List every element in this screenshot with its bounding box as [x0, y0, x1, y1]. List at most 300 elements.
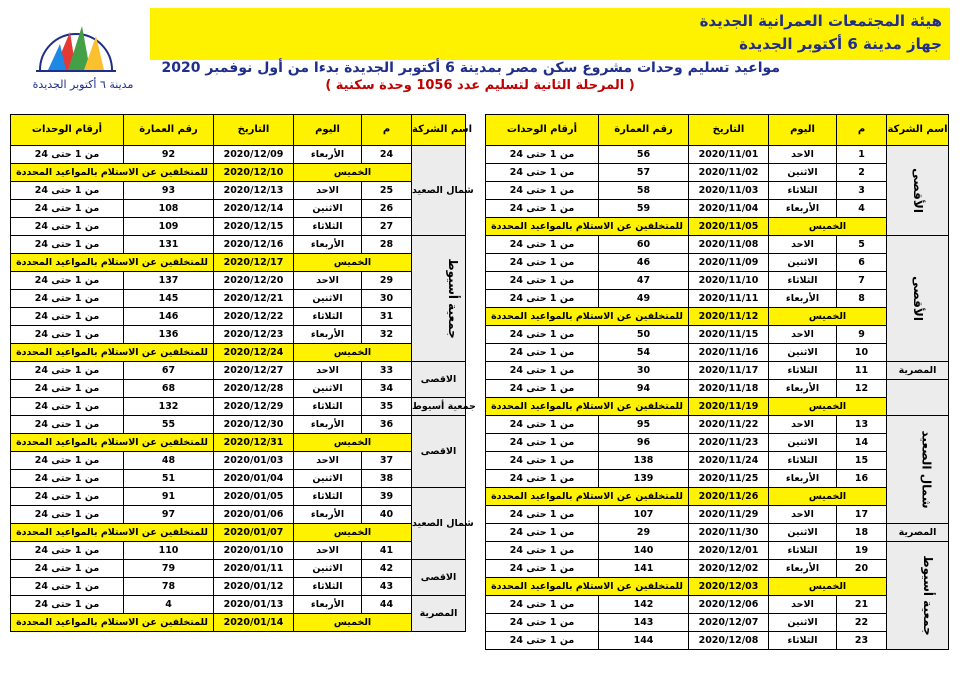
day-cell: الأربعاء [769, 380, 837, 398]
units-cell: من 1 حتى 24 [11, 488, 124, 506]
day-cell: الثلاثاء [294, 218, 362, 236]
schedule-table-right [485, 114, 949, 650]
row-number: 40 [362, 506, 412, 524]
units-cell: من 1 حتى 24 [486, 146, 599, 164]
company-cell [887, 542, 949, 650]
date-cell: 2020/11/25 [689, 470, 769, 488]
day-cell: الثلاثاء [294, 398, 362, 416]
date-cell: 2020/12/13 [214, 182, 294, 200]
units-cell: من 1 حتى 24 [11, 362, 124, 380]
building-cell: 138 [599, 452, 689, 470]
building-cell: 56 [599, 146, 689, 164]
units-cell: من 1 حتى 24 [11, 218, 124, 236]
date-cell: 2020/12/22 [214, 308, 294, 326]
day-cell: الثلاثاء [769, 542, 837, 560]
date-cell: 2020/01/04 [214, 470, 294, 488]
building-cell: 60 [599, 236, 689, 254]
units-cell: من 1 حتى 24 [486, 632, 599, 650]
thursday-row [11, 164, 466, 182]
col-date: التاريخ [214, 115, 294, 146]
table-row [486, 470, 949, 488]
date-cell: 2020/01/11 [214, 560, 294, 578]
row-number: 2 [837, 164, 887, 182]
day-cell: الاثنين [294, 470, 362, 488]
company-name: شمال الصعيد [412, 518, 474, 529]
table-row [486, 434, 949, 452]
building-cell: 78 [124, 578, 214, 596]
table-row [11, 416, 466, 434]
table-row [486, 632, 949, 650]
building-cell: 136 [124, 326, 214, 344]
units-cell: من 1 حتى 24 [486, 236, 599, 254]
thursday-row [486, 488, 949, 506]
day-cell: الاثنين [769, 164, 837, 182]
building-cell: 46 [599, 254, 689, 272]
table-row [11, 200, 466, 218]
makeup-note: للمتخلفين عن الاستلام بالمواعيد المحددة [11, 524, 214, 542]
date-cell: 2020/12/23 [214, 326, 294, 344]
row-number: 21 [837, 596, 887, 614]
company-name: الأقصى [911, 275, 925, 321]
table-row [11, 398, 466, 416]
thursday-row [11, 254, 466, 272]
date-cell: 2020/01/03 [214, 452, 294, 470]
thursday-row [486, 308, 949, 326]
units-cell: من 1 حتى 24 [486, 452, 599, 470]
row-number: 20 [837, 560, 887, 578]
day-cell: الاحد [294, 542, 362, 560]
col-day: اليوم [769, 115, 837, 146]
date-cell: 2020/11/18 [689, 380, 769, 398]
day-cell: الخميس [294, 254, 412, 272]
row-number: 8 [837, 290, 887, 308]
date-cell: 2020/01/07 [214, 524, 294, 542]
building-cell: 54 [599, 344, 689, 362]
makeup-note: للمتخلفين عن الاستلام بالمواعيد المحددة [486, 218, 689, 236]
building-cell: 96 [599, 434, 689, 452]
thursday-row [11, 434, 466, 452]
row-number: 42 [362, 560, 412, 578]
date-cell: 2020/12/28 [214, 380, 294, 398]
col-num: م [362, 115, 412, 146]
row-number: 28 [362, 236, 412, 254]
building-cell: 51 [124, 470, 214, 488]
table-row [11, 380, 466, 398]
units-cell: من 1 حتى 24 [486, 614, 599, 632]
building-cell: 29 [599, 524, 689, 542]
building-cell: 95 [599, 416, 689, 434]
units-cell: من 1 حتى 24 [486, 326, 599, 344]
day-cell: الأربعاء [294, 326, 362, 344]
row-number: 1 [837, 146, 887, 164]
units-cell: من 1 حتى 24 [486, 560, 599, 578]
company-cell [412, 596, 466, 632]
building-cell: 57 [599, 164, 689, 182]
makeup-note: للمتخلفين عن الاستلام بالمواعيد المحددة [11, 344, 214, 362]
date-cell: 2020/12/20 [214, 272, 294, 290]
table-header-row [486, 115, 949, 146]
building-cell: 55 [124, 416, 214, 434]
day-cell: الثلاثاء [294, 578, 362, 596]
day-cell: الثلاثاء [769, 272, 837, 290]
day-cell: الاثنين [294, 560, 362, 578]
date-cell: 2020/01/10 [214, 542, 294, 560]
day-cell: الاحد [769, 506, 837, 524]
day-cell: الاحد [769, 326, 837, 344]
date-cell: 2020/12/06 [689, 596, 769, 614]
col-day: اليوم [294, 115, 362, 146]
table-row [486, 326, 949, 344]
row-number: 29 [362, 272, 412, 290]
units-cell: من 1 حتى 24 [11, 290, 124, 308]
company-cell [887, 146, 949, 236]
row-number: 13 [837, 416, 887, 434]
date-cell: 2020/12/30 [214, 416, 294, 434]
row-number: 44 [362, 596, 412, 614]
day-cell: الخميس [769, 398, 887, 416]
row-number: 27 [362, 218, 412, 236]
day-cell: الثلاثاء [769, 632, 837, 650]
day-cell: الخميس [769, 488, 887, 506]
date-cell: 2020/01/05 [214, 488, 294, 506]
day-cell: الاثنين [294, 380, 362, 398]
row-number: 7 [837, 272, 887, 290]
col-company: اسم الشركة [887, 115, 949, 146]
units-cell: من 1 حتى 24 [486, 344, 599, 362]
building-cell: 110 [124, 542, 214, 560]
table-row [486, 236, 949, 254]
units-cell: من 1 حتى 24 [486, 416, 599, 434]
building-cell: 139 [599, 470, 689, 488]
building-cell: 92 [124, 146, 214, 164]
makeup-note: للمتخلفين عن الاستلام بالمواعيد المحددة [486, 308, 689, 326]
row-number: 26 [362, 200, 412, 218]
date-cell: 2020/11/23 [689, 434, 769, 452]
company-cell [887, 524, 949, 542]
row-number: 22 [837, 614, 887, 632]
date-cell: 2020/01/06 [214, 506, 294, 524]
day-cell: الثلاثاء [769, 182, 837, 200]
company-cell [412, 398, 476, 416]
logo-caption: مدينة ٦ أكتوبر الجديدة [32, 78, 134, 91]
units-cell: من 1 حتى 24 [486, 596, 599, 614]
row-number: 18 [837, 524, 887, 542]
company-name: شمال الصعيد [412, 185, 474, 196]
building-cell: 47 [599, 272, 689, 290]
building-cell: 146 [124, 308, 214, 326]
units-cell: من 1 حتى 24 [486, 470, 599, 488]
date-cell: 2020/12/10 [214, 164, 294, 182]
date-cell: 2020/11/30 [689, 524, 769, 542]
day-cell: الخميس [294, 614, 412, 632]
units-cell: من 1 حتى 24 [486, 524, 599, 542]
day-cell: الأربعاء [769, 470, 837, 488]
day-cell: الاحد [294, 452, 362, 470]
table-row [11, 326, 466, 344]
table-header-row [11, 115, 466, 146]
units-cell: من 1 حتى 24 [486, 200, 599, 218]
company-cell [887, 236, 949, 362]
table-row [11, 308, 466, 326]
company-name: الأقصى [911, 167, 925, 213]
building-cell: 94 [599, 380, 689, 398]
row-number: 35 [362, 398, 412, 416]
table-row [11, 578, 466, 596]
table-row [11, 452, 466, 470]
date-cell: 2020/01/13 [214, 596, 294, 614]
row-number: 6 [837, 254, 887, 272]
company-name: جمعية أسيوط [445, 257, 460, 339]
units-cell: من 1 حتى 24 [11, 182, 124, 200]
table-row [486, 380, 949, 398]
row-number: 39 [362, 488, 412, 506]
date-cell: 2020/12/17 [214, 254, 294, 272]
makeup-note: للمتخلفين عن الاستلام بالمواعيد المحددة [11, 254, 214, 272]
company-cell [412, 560, 466, 596]
document-header [0, 0, 960, 110]
day-cell: الاحد [769, 596, 837, 614]
thursday-row [11, 614, 466, 632]
table-row [486, 254, 949, 272]
makeup-note: للمتخلفين عن الاستلام بالمواعيد المحددة [11, 614, 214, 632]
table-row [486, 506, 949, 524]
row-number: 15 [837, 452, 887, 470]
day-cell: الأربعاء [294, 146, 362, 164]
table-row [11, 182, 466, 200]
day-cell: الاحد [769, 146, 837, 164]
thursday-row [486, 398, 949, 416]
table-row [486, 200, 949, 218]
day-cell: الخميس [769, 218, 887, 236]
row-number: 10 [837, 344, 887, 362]
city-agency-name: جهاز مدينة 6 أكتوبر الجديدة [739, 35, 942, 53]
date-cell: 2020/11/05 [689, 218, 769, 236]
units-cell: من 1 حتى 24 [11, 146, 124, 164]
table-row [11, 596, 466, 614]
date-cell: 2020/12/01 [689, 542, 769, 560]
col-date: التاريخ [689, 115, 769, 146]
table-row [11, 560, 466, 578]
units-cell: من 1 حتى 24 [486, 362, 599, 380]
row-number: 32 [362, 326, 412, 344]
date-cell: 2020/11/10 [689, 272, 769, 290]
date-cell: 2020/12/07 [689, 614, 769, 632]
date-cell: 2020/12/27 [214, 362, 294, 380]
col-building: رقم العمارة [124, 115, 214, 146]
units-cell: من 1 حتى 24 [11, 398, 124, 416]
building-cell: 145 [124, 290, 214, 308]
building-cell: 91 [124, 488, 214, 506]
units-cell: من 1 حتى 24 [11, 416, 124, 434]
date-cell: 2020/11/03 [689, 182, 769, 200]
day-cell: الخميس [294, 344, 412, 362]
units-cell: من 1 حتى 24 [486, 380, 599, 398]
day-cell: الثلاثاء [294, 488, 362, 506]
day-cell: الاحد [769, 416, 837, 434]
building-cell: 50 [599, 326, 689, 344]
document-title: مواعيد تسليم وحدات مشروع سكن مصر بمدينة 6 أكتوبر الجديدة بدءا من أول نوفمبر 2020 [161, 60, 780, 76]
table-row [486, 542, 949, 560]
units-cell: من 1 حتى 24 [11, 578, 124, 596]
row-number: 4 [837, 200, 887, 218]
day-cell: الخميس [294, 434, 412, 452]
building-cell: 48 [124, 452, 214, 470]
table-row [11, 272, 466, 290]
building-cell: 67 [124, 362, 214, 380]
table-row [486, 272, 949, 290]
row-number: 5 [837, 236, 887, 254]
day-cell: الأربعاء [294, 506, 362, 524]
row-number: 12 [837, 380, 887, 398]
date-cell: 2020/12/02 [689, 560, 769, 578]
makeup-note: للمتخلفين عن الاستلام بالمواعيد المحددة [486, 398, 689, 416]
table-row [486, 362, 949, 380]
table-row [11, 236, 466, 254]
day-cell: الأربعاء [294, 596, 362, 614]
table-row [11, 218, 466, 236]
building-cell: 107 [599, 506, 689, 524]
building-cell: 137 [124, 272, 214, 290]
date-cell: 2020/11/12 [689, 308, 769, 326]
building-cell: 144 [599, 632, 689, 650]
building-cell: 131 [124, 236, 214, 254]
schedule-table-left [10, 114, 476, 632]
thursday-row [486, 578, 949, 596]
building-cell: 4 [124, 596, 214, 614]
day-cell: الاثنين [294, 290, 362, 308]
units-cell: من 1 حتى 24 [486, 434, 599, 452]
units-cell: من 1 حتى 24 [11, 596, 124, 614]
row-number: 19 [837, 542, 887, 560]
row-number: 24 [362, 146, 412, 164]
units-cell: من 1 حتى 24 [11, 380, 124, 398]
date-cell: 2020/11/22 [689, 416, 769, 434]
table-row [486, 290, 949, 308]
date-cell: 2020/11/15 [689, 326, 769, 344]
table-row [11, 506, 466, 524]
day-cell: الاحد [769, 236, 837, 254]
day-cell: الأربعاء [769, 200, 837, 218]
table-row [486, 416, 949, 434]
company-cell [887, 380, 949, 416]
makeup-note: للمتخلفين عن الاستلام بالمواعيد المحددة [486, 578, 689, 596]
date-cell: 2020/12/24 [214, 344, 294, 362]
day-cell: الثلاثاء [769, 362, 837, 380]
table-row [486, 452, 949, 470]
units-cell: من 1 حتى 24 [11, 200, 124, 218]
row-number: 23 [837, 632, 887, 650]
units-cell: من 1 حتى 24 [486, 254, 599, 272]
units-cell: من 1 حتى 24 [11, 542, 124, 560]
date-cell: 2020/11/02 [689, 164, 769, 182]
date-cell: 2020/11/09 [689, 254, 769, 272]
company-name: المصرية [419, 608, 458, 619]
makeup-note: للمتخلفين عن الاستلام بالمواعيد المحددة [486, 488, 689, 506]
units-cell: من 1 حتى 24 [11, 272, 124, 290]
document-subtitle: ( المرحلة الثانية لتسليم عدد 1056 وحدة سكنية ) [325, 78, 635, 93]
date-cell: 2020/11/01 [689, 146, 769, 164]
company-name: الاقصى [420, 446, 457, 457]
table-row [11, 362, 466, 380]
units-cell: من 1 حتى 24 [11, 470, 124, 488]
row-number: 30 [362, 290, 412, 308]
company-name: جمعية أسيوط [412, 401, 476, 412]
day-cell: الاثنين [294, 200, 362, 218]
company-cell [887, 416, 949, 524]
day-cell: الخميس [294, 524, 412, 542]
company-name: جمعية أسيوط [920, 554, 935, 636]
col-company: اسم الشركة [412, 115, 466, 146]
table-row [11, 488, 466, 506]
company-cell [412, 362, 466, 398]
day-cell: الخميس [294, 164, 412, 182]
company-name: المصرية [898, 365, 937, 376]
date-cell: 2020/12/29 [214, 398, 294, 416]
units-cell: من 1 حتى 24 [11, 560, 124, 578]
building-cell: 59 [599, 200, 689, 218]
table-row [486, 560, 949, 578]
day-cell: الأربعاء [294, 416, 362, 434]
day-cell: الأربعاء [769, 290, 837, 308]
day-cell: الخميس [769, 308, 887, 326]
units-cell: من 1 حتى 24 [486, 272, 599, 290]
building-cell: 68 [124, 380, 214, 398]
date-cell: 2020/12/31 [214, 434, 294, 452]
row-number: 3 [837, 182, 887, 200]
col-units: أرقام الوحدات [486, 115, 599, 146]
company-name: المصرية [898, 527, 937, 538]
building-cell: 132 [124, 398, 214, 416]
building-cell: 141 [599, 560, 689, 578]
table-row [486, 164, 949, 182]
company-cell [412, 236, 466, 362]
units-cell: من 1 حتى 24 [11, 506, 124, 524]
date-cell: 2020/12/21 [214, 290, 294, 308]
row-number: 43 [362, 578, 412, 596]
col-num: م [837, 115, 887, 146]
day-cell: الاثنين [769, 434, 837, 452]
row-number: 36 [362, 416, 412, 434]
logo-emblem-icon [10, 10, 142, 80]
schedule-tables [10, 114, 948, 676]
authority-name: هيئة المجتمعات العمرانية الجديدة [699, 12, 942, 30]
company-cell [887, 362, 949, 380]
company-cell [412, 488, 474, 560]
units-cell: من 1 حتى 24 [11, 326, 124, 344]
row-number: 38 [362, 470, 412, 488]
building-cell: 93 [124, 182, 214, 200]
day-cell: الاثنين [769, 614, 837, 632]
date-cell: 2020/01/12 [214, 578, 294, 596]
table-row [11, 290, 466, 308]
units-cell: من 1 حتى 24 [11, 308, 124, 326]
company-name: الاقصى [420, 374, 457, 385]
date-cell: 2020/12/16 [214, 236, 294, 254]
building-cell: 108 [124, 200, 214, 218]
row-number: 31 [362, 308, 412, 326]
table-row [486, 524, 949, 542]
row-number: 34 [362, 380, 412, 398]
company-name: الاقصى [420, 572, 457, 583]
day-cell: الثلاثاء [294, 308, 362, 326]
row-number: 41 [362, 542, 412, 560]
col-units: أرقام الوحدات [11, 115, 124, 146]
date-cell: 2020/12/14 [214, 200, 294, 218]
table-row [486, 182, 949, 200]
row-number: 9 [837, 326, 887, 344]
date-cell: 2020/11/17 [689, 362, 769, 380]
units-cell: من 1 حتى 24 [11, 236, 124, 254]
